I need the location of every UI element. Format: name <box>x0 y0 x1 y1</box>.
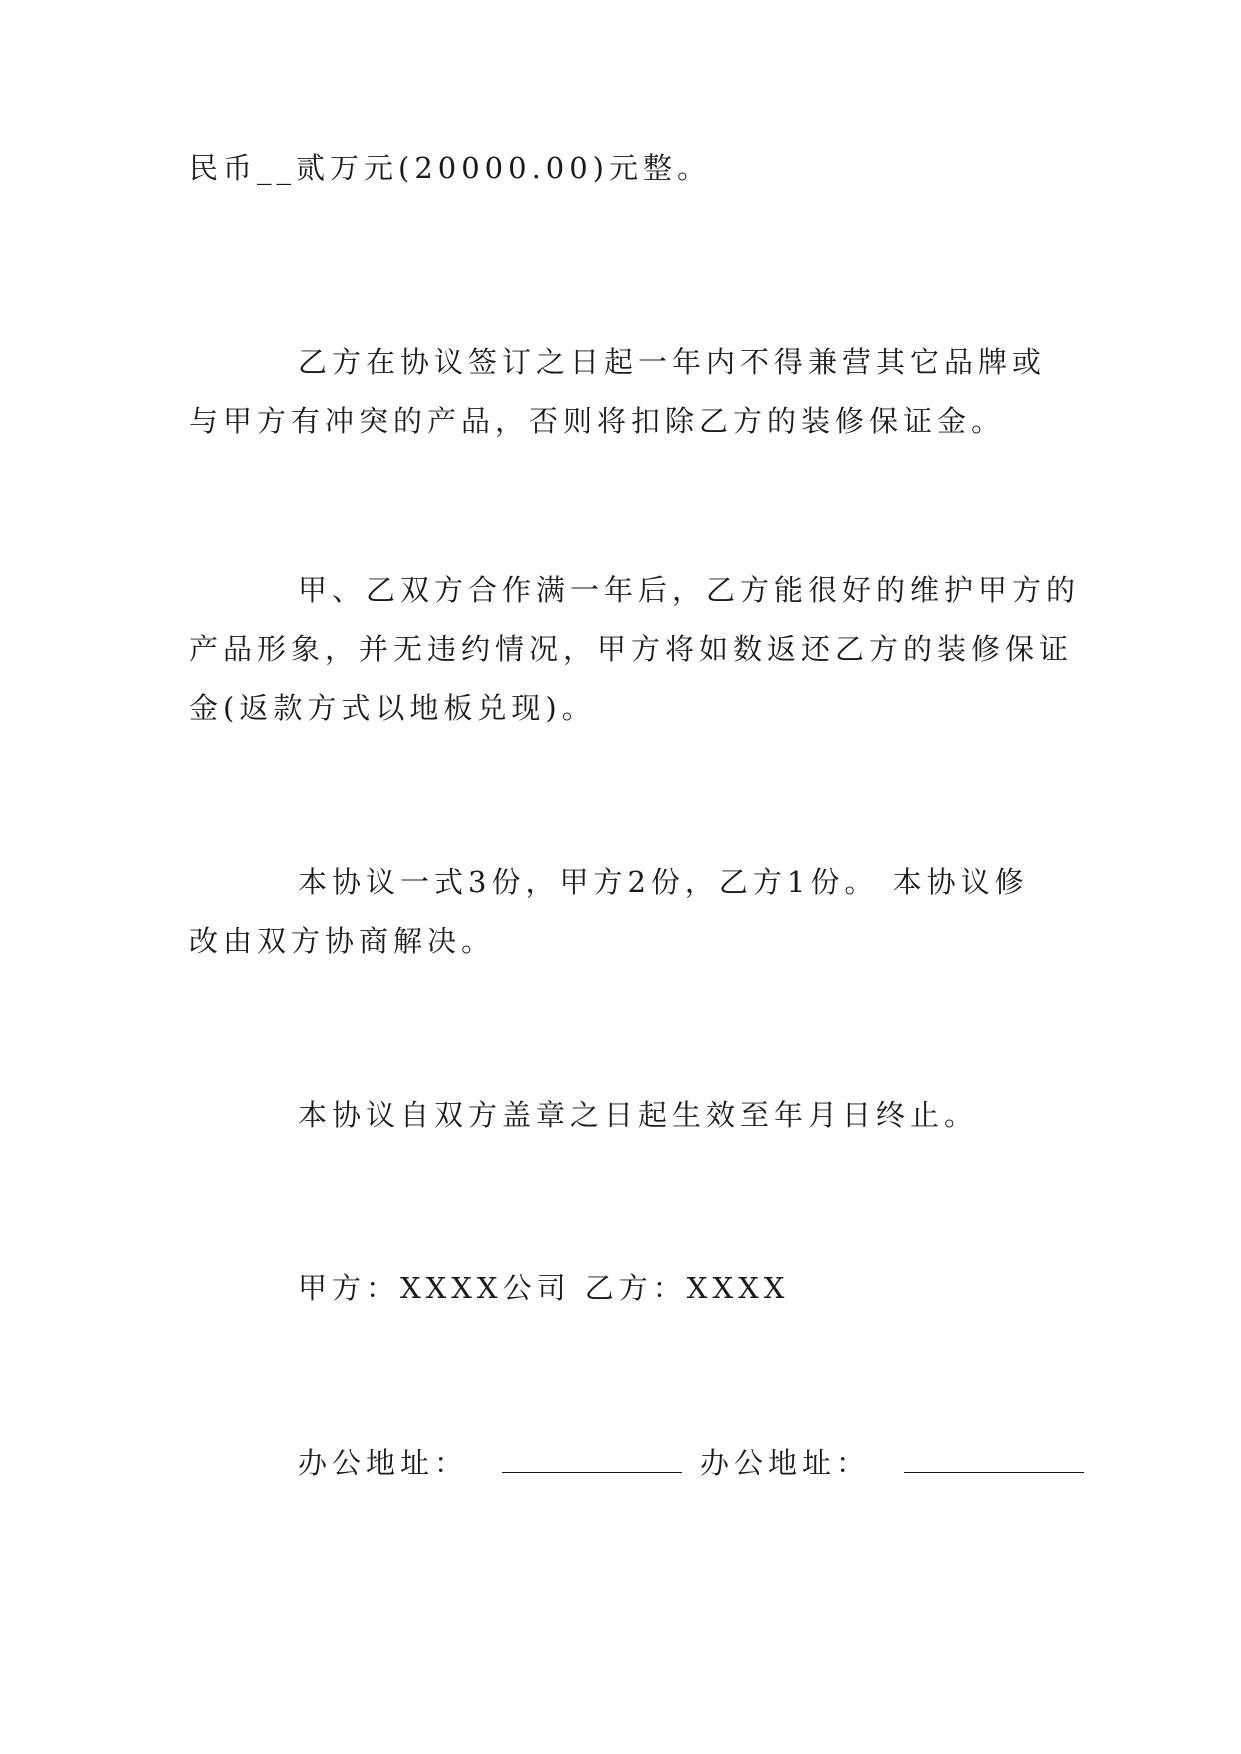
paragraph-2-line-1: 乙方在协议签订之日起一年内不得兼营其它品牌或 <box>298 345 1047 379</box>
paragraph-3-line-2: 产品形象，并无违约情况，甲方将如数返还乙方的装修保证 <box>189 632 1074 666</box>
paragraph-4-line-1: 本协议一式3份，甲方2份，乙方1份。 本协议修 <box>298 865 1029 899</box>
paragraph-3-line-3: 金(返款方式以地板兑现)。 <box>189 691 596 725</box>
paragraph-2-line-2: 与甲方有冲突的产品，否则将扣除乙方的装修保证金。 <box>189 404 1006 438</box>
address-label-party-a: 办公地址： <box>298 1446 469 1480</box>
signature-parties-line: 甲方：XXXX公司 乙方：XXXX <box>298 1271 790 1305</box>
address-line <box>298 1442 1084 1483</box>
paragraph-4-line-2: 改由双方协商解决。 <box>189 924 496 958</box>
address-blank-party-a <box>502 1442 682 1473</box>
address-blank-party-b <box>904 1442 1084 1473</box>
address-label-party-b: 办公地址： <box>700 1446 871 1480</box>
paragraph-1-line-1: 民币__贰万元(20000.00)元整。 <box>189 151 712 185</box>
paragraph-3-line-1: 甲、乙双方合作满一年后，乙方能很好的维护甲方的 <box>298 573 1081 607</box>
paragraph-5-line-1: 本协议自双方盖章之日起生效至年月日终止。 <box>298 1098 979 1132</box>
